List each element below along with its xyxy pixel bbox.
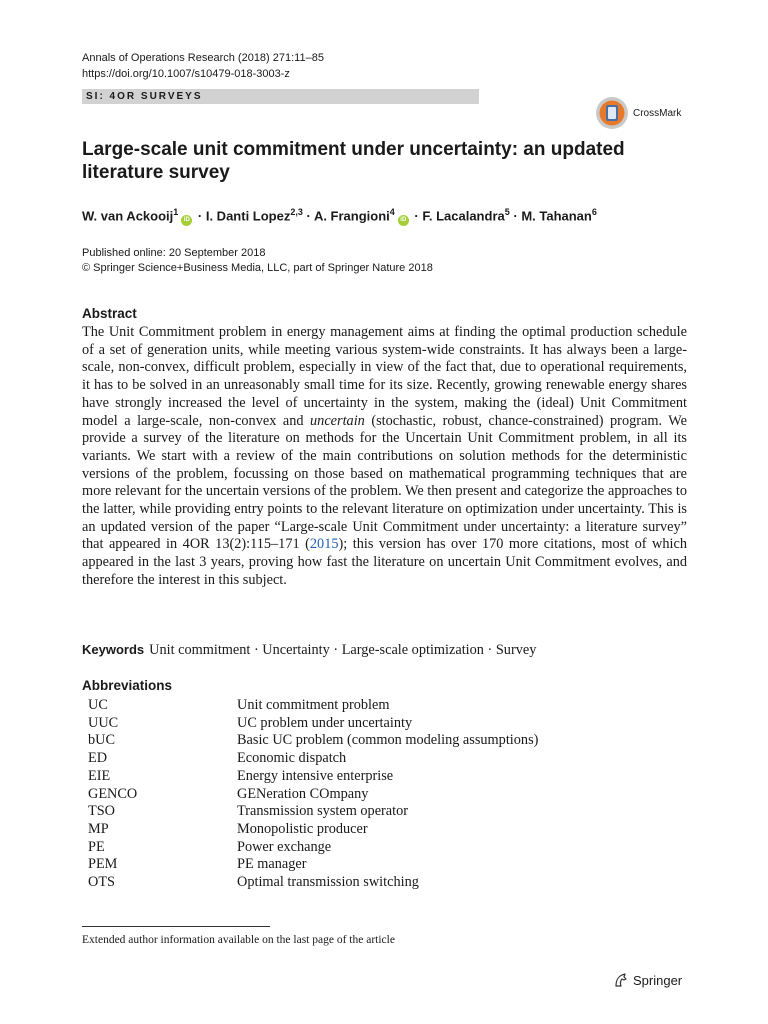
author-separator: · [509, 208, 522, 224]
abbreviation-definition: UC problem under uncertainty [237, 714, 413, 731]
publisher-logo [613, 972, 682, 988]
abbreviation-term: UUC [88, 714, 119, 731]
orcid-icon[interactable]: iD [181, 215, 192, 226]
abbreviation-row [88, 821, 538, 839]
author-separator: · [410, 208, 423, 224]
footnote-rule [82, 926, 270, 927]
abbreviation-row [88, 750, 538, 768]
abbreviation-term: OTS [88, 874, 116, 891]
author-name[interactable]: I. Danti Lopez [205, 208, 291, 224]
keywords [82, 642, 536, 659]
crossmark-badge[interactable] [595, 96, 681, 130]
abbreviation-definition: Optimal transmission switching [237, 874, 419, 891]
abbreviation-row [88, 839, 538, 857]
author-name[interactable]: A. Frangioni [313, 208, 390, 224]
abbreviation-row [88, 768, 538, 786]
abbreviation-row [88, 856, 538, 874]
author-affiliation: 5 [504, 207, 510, 217]
abbreviation-definition: Unit commitment problem [237, 697, 390, 713]
journal-citation: Annals of Operations Research (2018) 271:11–85 [82, 52, 324, 64]
author-affiliation: 6 [591, 207, 597, 217]
abbreviation-definition: Basic UC problem (common modeling assumptions) [237, 732, 539, 749]
abbreviation-row [88, 715, 538, 733]
abstract-part-2: (stochastic, robust, chance-constrained) program. We provide a survey of the literature on methods for the Uncertain Unit Commitment problem, in all its variants. We start with a review of the main contributions on solution methods for the deterministic versions of the problem, focussing on those based on mathematical programming techniques that are more relevant for the uncertain versions of the problem. We then present and categorize the approaches to the latter, while providing entry points to the relevant literature on optimization under uncertainty. This is an updated version of the paper “Large-scale Unit Commitment under uncertainty: a literature survey” that appeared in 4OR 13(2):115–171 ( [82, 412, 687, 553]
abbreviation-row [88, 803, 538, 821]
publisher-name: Springer [633, 972, 683, 988]
author-affiliation: 1 [173, 207, 179, 217]
author-separator: · [302, 208, 314, 224]
abstract-text [82, 324, 687, 590]
abstract-part-3: ); this version has over 170 more citations, most of which appeared in the last 3 years, proving how fast the literature on uncertain Unit Commitment evolves, and therefore the interest in this subject. [82, 536, 687, 588]
abbreviation-term: GENCO [88, 785, 138, 802]
author-list [82, 207, 692, 226]
published-date: Published online: 20 September 2018 [82, 247, 266, 259]
abbreviation-definition: Energy intensive enterprise [237, 767, 394, 784]
journal-info [82, 50, 324, 82]
author-name[interactable]: F. Lacalandra [422, 208, 505, 224]
abbreviation-definition: Power exchange [237, 838, 332, 855]
abbreviation-definition: GENeration COmpany [237, 785, 369, 802]
abbreviation-term: PEM [88, 856, 118, 873]
abbreviations-table [88, 697, 538, 892]
abbreviation-definition: PE manager [237, 856, 307, 873]
abstract-italic-term: uncertain [310, 412, 365, 429]
paper-title: Large-scale unit commitment under uncertainty: an updated literature survey [82, 139, 625, 183]
abbreviation-term: MP [88, 820, 109, 837]
abstract-part-1: The Unit Commitment problem in energy management aims at finding the optimal production schedule of a set of generation units, while meeting various system-wide constraints. It has always been a large-scale, non-convex, difficult problem, especially in view of the fact that, due to operational requirements, it has to be solved in an unreasonably small time for its size. Recently, growing renewable energy shares have strongly increased the level of uncertainty in the system, making the (ideal) Unit Commitment model a large-scale, non-convex and [82, 324, 687, 429]
publication-info [82, 246, 433, 276]
springer-horse-icon [613, 972, 629, 988]
footnote: Extended author information available on the last page of the article [82, 934, 395, 946]
section-label: SI: 4OR SURVEYS [82, 89, 479, 104]
keywords-text: Unit commitment · Uncertainty · Large-scale optimization · Survey [149, 642, 537, 658]
abbreviation-term: ED [88, 750, 108, 767]
copyright-line: © Springer Science+Business Media, LLC, part of Springer Nature 2018 [82, 262, 433, 274]
author-name[interactable]: M. Tahanan [521, 208, 592, 224]
abbreviation-row [88, 874, 538, 892]
abbreviation-term: bUC [88, 732, 116, 749]
crossmark-label: CrossMark [633, 107, 682, 119]
author-separator: · [194, 208, 206, 224]
author-name[interactable]: W. van Ackooij [82, 208, 174, 224]
author-affiliation: 4 [389, 207, 395, 217]
abbreviation-term: PE [88, 838, 105, 855]
crossmark-icon [595, 96, 629, 130]
abbreviations-heading: Abbreviations [82, 678, 173, 693]
orcid-icon[interactable]: iD [398, 215, 409, 226]
abbreviation-row [88, 786, 538, 804]
abbreviation-row [88, 732, 538, 750]
abbreviation-row [88, 697, 538, 715]
abbreviation-definition: Economic dispatch [237, 750, 347, 767]
abbreviation-definition: Monopolistic producer [237, 820, 368, 837]
citation-link[interactable]: 2015 [309, 536, 339, 553]
author-affiliation: 2,3 [290, 207, 303, 217]
abbreviation-term: EIE [88, 767, 111, 784]
abbreviation-definition: Transmission system operator [237, 803, 409, 820]
abbreviation-term: TSO [88, 803, 116, 820]
abstract-heading: Abstract [82, 306, 137, 321]
doi-link[interactable]: https://doi.org/10.1007/s10479-018-3003-z [82, 68, 290, 80]
keywords-label: Keywords [82, 642, 145, 657]
abbreviation-term: UC [88, 697, 108, 713]
